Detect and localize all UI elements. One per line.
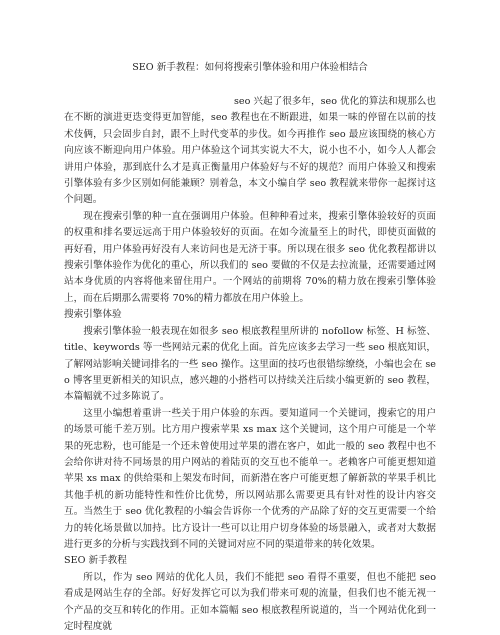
paragraph-user-experience: 这里小编想着重讲一些关于用户体验的东西。要知道同一个关键词，搜索它的用户的场景可能千差万别。比方用户搜索苹果 xs max 这个关键词，这个用户可能是一个苹果的死忠粉，也可能是一个还未曾使用过苹果的潜在客户，如此一般的 seo 教程中也不会给你讲对待不同场景的用户网站的着陆页的交互也不能单一。老赖客户可能更想知道苹果 xs max 的供给渠和上架发布时间，而新潜在客户可能更想了解新款的苹果手机比其他手机的新功能特性和性价比优势，所以网站那么需要更具有针对性的设计内容交互。当然生于 seo 优化教程的小编会告诉你一个优秀的产品除了好的交互更需要一个给力的转化场景做以加持。比方设计一些可以让用户切身体验的场景融入，或者对大数据进行更多的分析与实践找到不同的关键词对应不同的渠道带来的转化效果。 xyxy=(64,407,436,550)
section-heading-search-engine-experience: 搜索引擎体验 xyxy=(64,309,122,321)
paragraph-conclusion: 所以，作为 seo 网站的优化人员，我们不能把 seo 看得不重要，但也不能把 seo 看成是网站生存的全部。好好发挥它可以为我们带来可观的流量，但我们也不能无视一个产品的交互和转化的作用。正如本篇幅 seo 根底教程所说道的，当一个网站优化到一定时程度就 xyxy=(64,571,436,632)
page-title: SEO 新手教程：如何将搜索引擎体验和用户体验相结合 xyxy=(132,62,368,73)
paragraph-search-engine-experience: 搜索引擎体验一般表现在如很多 seo 根底教程里所讲的 nofollow 标签、H 标签、title、keywords 等一些网站元素的优化上面。首先应该多去学习一些 seo 根底知识，了解网站影响关键词排名的一些 seo 操作。这里面的技巧也很错综缭绕，小编也会在 seo 博客里更新相关的知识点，感兴趣的小搭档可以持续关注后续小编更新的 seo 教程，本篇幅就不过多陈说了。 xyxy=(64,325,436,403)
article-body xyxy=(64,94,436,635)
paragraph-search-engine-focus: 现在搜索引擎的种一直在强调用户体验。但种种看过来，搜索引擎体验较好的页面的权重和排名要远远高于用户体验较好的页面。在如今流量至上的时代，即使页面做的再好看，用户体验再好没有人来访问也是无济于事。所以现在很多 seo 优化教程都讲以搜索引擎体验作为优化的重心，所以我们的 seo 要做的不仅是去拉流量，还需要通过网站本身优质的内容将他来留住用户。一个网站的前期将 70%的精力放在搜索引擎体验上，而在后期那么需要将 70%的精力都放在用户体验上。 xyxy=(64,210,436,304)
paragraph-intro: seo 兴起了很多年，seo 优化的算法和规那么也在不断的演进更迭变得更加智能，seo 教程也在不断跟进，如果一味的停留在以前的技术伎俩，只会固步自封，跟不上时代变革的步伐。如今再推作 seo 最应该围绕的核心方向应该不断迎向用户体验。用户体验这个词其实说大不大，说小也不小，如今人人都会讲用户体验，那到底什么才是真正衡量用户体验好与不好的规范？而用户体验又和搜索引擎体验有多少区别如何能兼顾？别着急，本文小编自学 seo 教程就来带你一起探讨这个问题。 xyxy=(64,96,436,206)
section-heading-seo-tutorial: SEO 新手教程 xyxy=(64,555,127,567)
